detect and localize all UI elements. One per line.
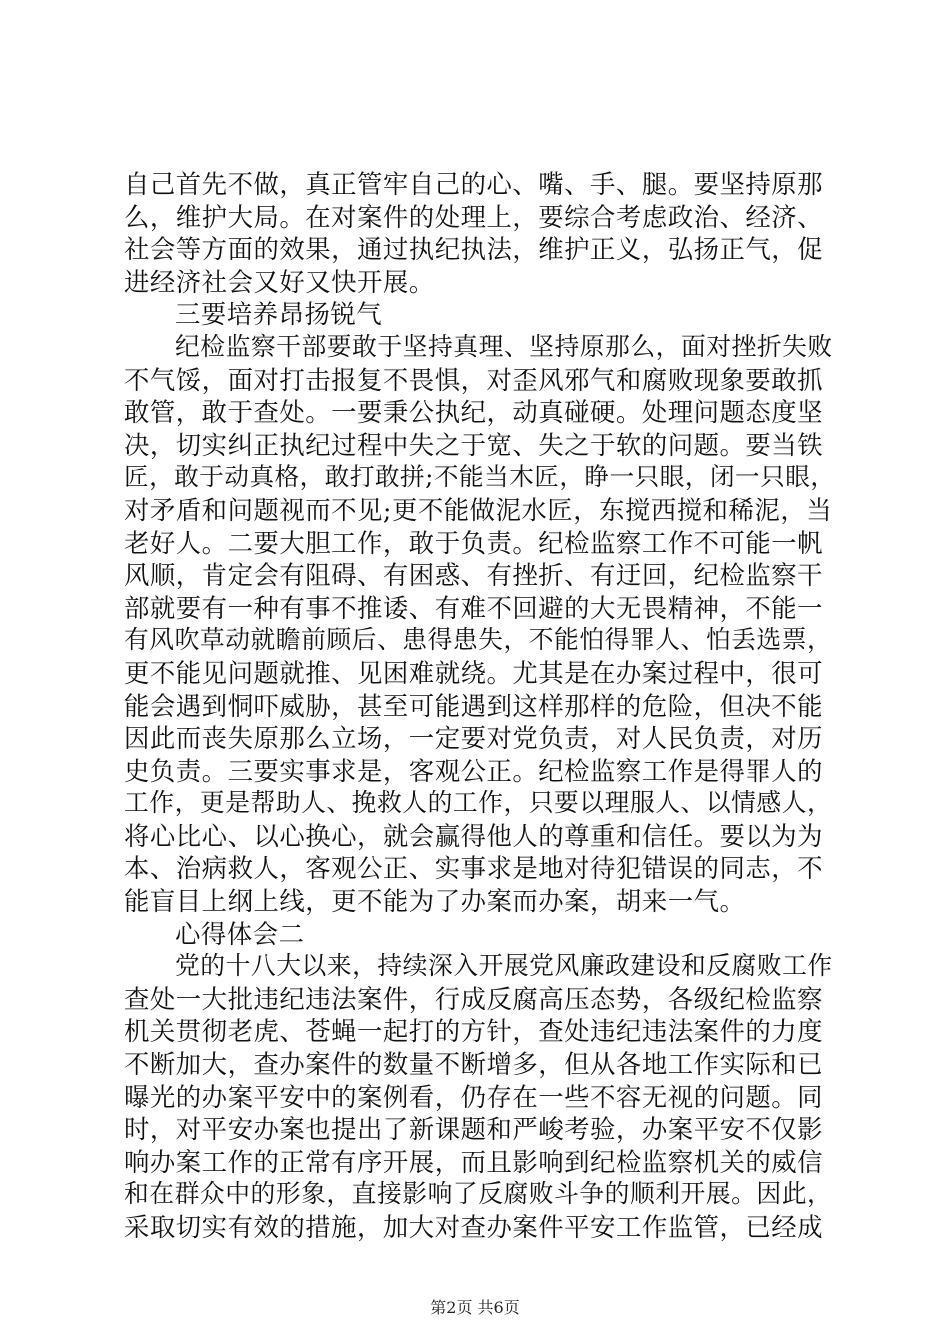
text-line: 决，切实纠正执纪过程中失之于宽、失之于软的问题。要当铁 [124, 429, 824, 460]
section-heading: 三要培养昂扬锐气 [175, 299, 383, 330]
text-line: 史负责。三要实事求是，客观公正。纪检监察工作是得罪人的 [124, 755, 824, 786]
text-line: 采取切实有效的措施，加大对查办案件平安工作监管，已经成 [124, 1212, 824, 1242]
text-line: 进经济社会又好又快开展。 [124, 266, 435, 297]
text-line: 时，对平安办案也提出了新课题和严峻考验，办案平安不仅影 [124, 1114, 824, 1145]
text-line: 社会等方面的效果，通过执纪执法，维护正义，弘扬正气，促 [124, 234, 824, 265]
text-line: 不气馁，面对打击报复不畏惧，对歪风邪气和腐败现象要敢抓 [124, 364, 824, 395]
text-line: 党的十八大以来，持续深入开展党风廉政建设和反腐败工作 [175, 951, 833, 981]
text-line: 工作，更是帮助人、挽救人的工作，只要以理服人、以情感人， [124, 788, 833, 818]
section-heading: 心得体会二 [175, 918, 305, 949]
page-footer: 第2页 共6页 [430, 1298, 520, 1317]
text-line: 部就要有一种有事不推诿、有难不回避的大无畏精神，不能一 [124, 592, 824, 623]
text-line: 能会遇到恫吓威胁，甚至可能遇到这样那样的危险，但决不能 [124, 690, 824, 721]
text-line: 查处一大批违纪违法案件，行成反腐高压态势，各级纪检监察 [124, 983, 824, 1014]
text-line: 敢管，敢于查处。一要秉公执纪，动真碰硬。处理问题态度坚 [124, 397, 824, 428]
text-line: 因此而丧失原那么立场，一定要对党负责，对人民负责，对历 [124, 723, 824, 754]
text-line: 和在群众中的形象，直接影响了反腐败斗争的顺利开展。因此， [124, 1179, 833, 1209]
text-line: 不断加大，查办案件的数量不断增多，但从各地工作实际和已 [124, 1049, 824, 1080]
text-line: 对矛盾和问题视而不见;更不能做泥水匠，东搅西搅和稀泥，当 [124, 494, 833, 525]
text-line: 纪检监察干部要敢于坚持真理、坚持原那么，面对挫折失败 [175, 331, 833, 361]
text-line: 匠，敢于动真格，敢打敢拼;不能当木匠，睁一只眼，闭一只眼， [124, 462, 836, 492]
text-line: 风顺，肯定会有阻碍、有困惑、有挫折、有迂回，纪检监察干 [124, 560, 824, 591]
text-line: 更不能见问题就推、见困难就绕。尤其是在办案过程中，很可 [124, 657, 824, 688]
text-line: 曝光的办案平安中的案例看，仍存在一些不容无视的问题。同 [124, 1081, 824, 1112]
text-line: 老好人。二要大胆工作，敢于负责。纪检监察工作不可能一帆 [124, 527, 824, 558]
text-line: 将心比心、以心换心，就会赢得他人的尊重和信任。要以为为 [124, 820, 824, 851]
text-line: 响办案工作的正常有序开展，而且影响到纪检监察机关的威信 [124, 1146, 824, 1177]
text-line: 机关贯彻老虎、苍蝇一起打的方针，查处违纪违法案件的力度 [124, 1016, 824, 1047]
text-line: 本、治病救人，客观公正、实事求是地对待犯错误的同志，不 [124, 853, 824, 884]
document-body [124, 168, 836, 1244]
text-line: 有风吹草动就瞻前顾后、患得患失，不能怕得罪人、怕丢选票， [124, 625, 833, 655]
text-line: 能盲目上纲上线，更不能为了办案而办案，胡来一气。 [124, 886, 746, 917]
text-line: 么，维护大局。在对案件的处理上，要综合考虑政治、经济、 [124, 201, 824, 232]
text-line: 自己首先不做，真正管牢自己的心、嘴、手、腿。要坚持原那 [124, 169, 824, 199]
